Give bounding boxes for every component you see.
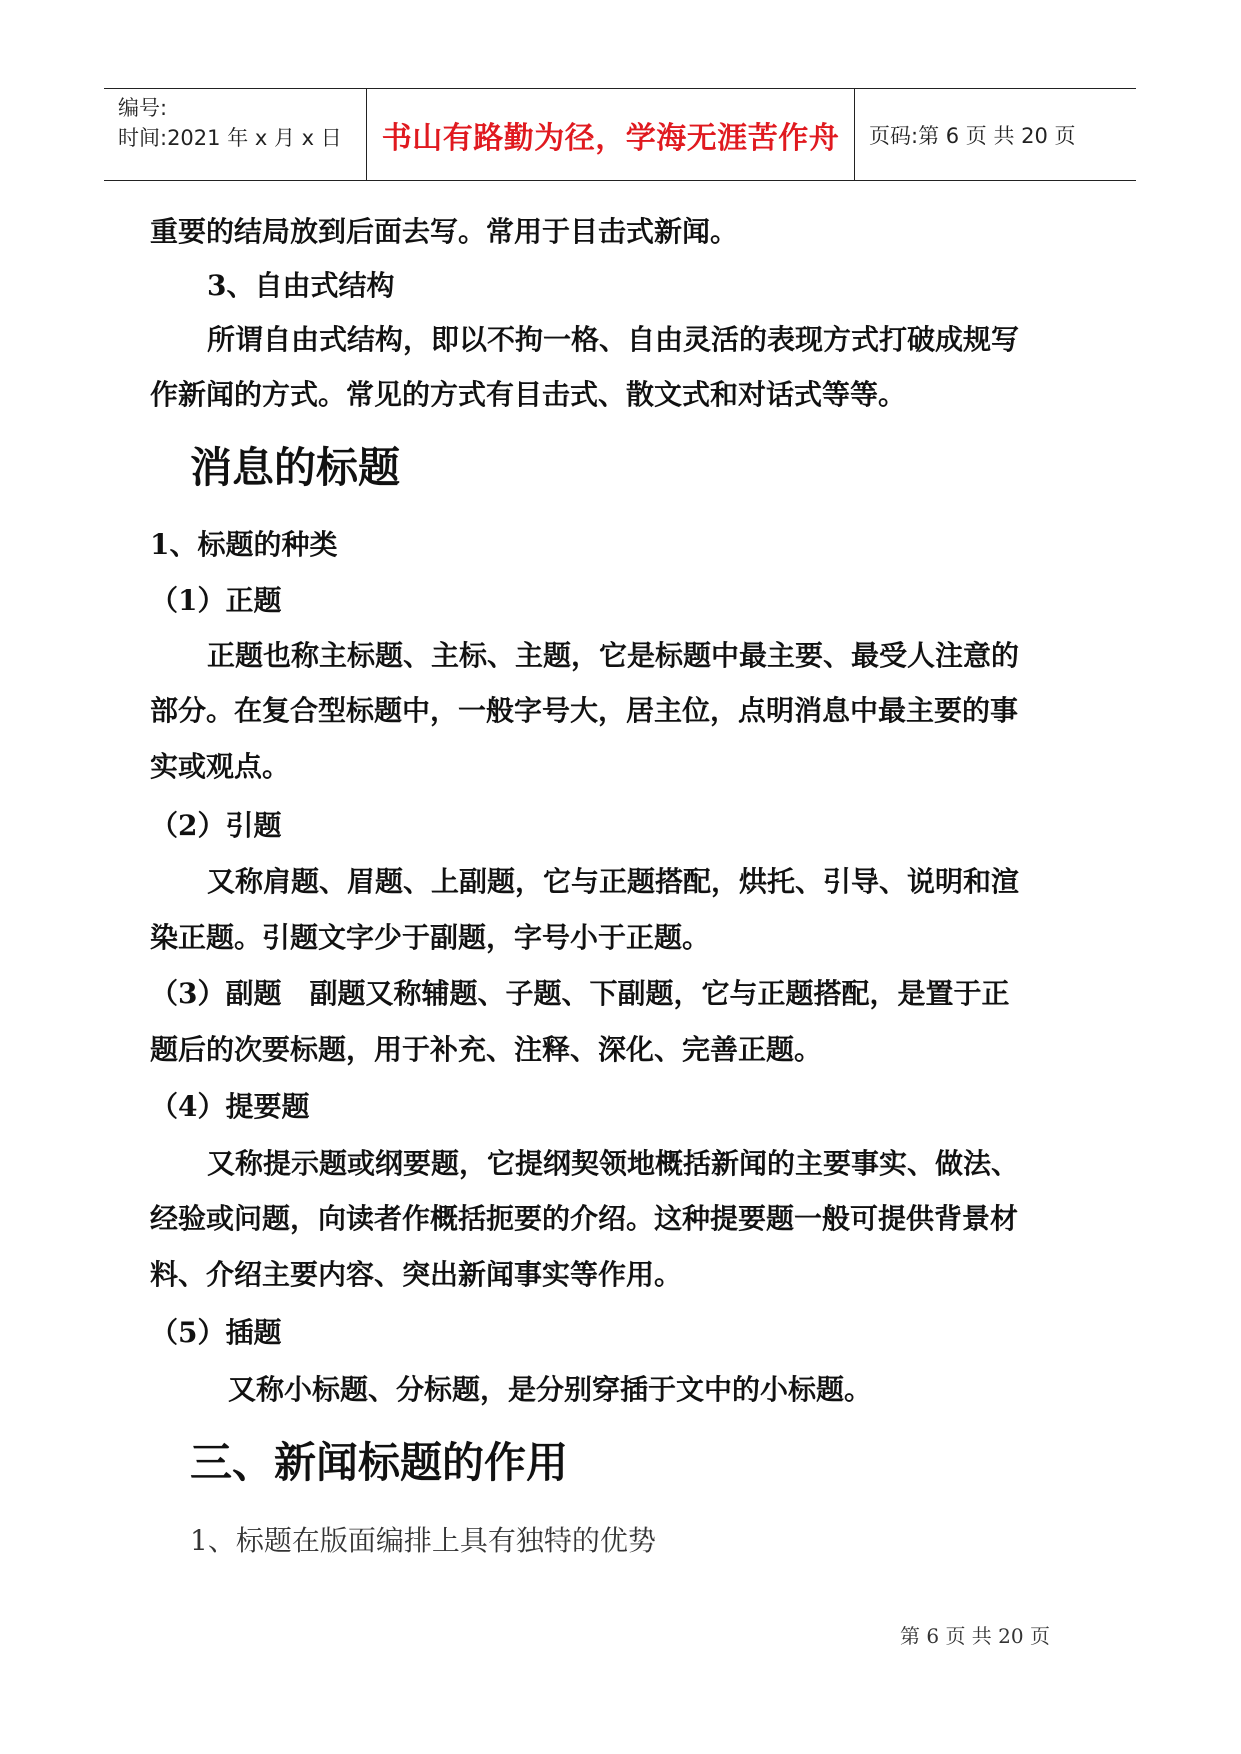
body-line: 经验或问题，向读者作概括扼要的介绍。这种提要题一般可提供背景材 [150,1202,1019,1235]
body-line: （3）副题 副题又称辅题、子题、下副题，它与正题搭配，是置于正 [150,977,1010,1010]
body-line: 重要的结局放到后面去写。常用于目击式新闻。 [150,215,739,248]
body-line: 所谓自由式结构，即以不拘一格、自由灵活的表现方式打破成规写 [207,323,1020,356]
body-line: 染正题。引题文字少于副题，字号小于正题。 [150,921,711,954]
body-line: 料、介绍主要内容、突出新闻事实等作用。 [150,1258,683,1291]
section-heading: 3、自由式结构 [207,269,395,302]
header-time-label: 时间:2021 年 x 月 x 日 [118,126,342,150]
body-line: 又称小标题、分标题，是分别穿插于文中的小标题。 [228,1373,873,1406]
body-line: 题后的次要标题，用于补充、注释、深化、完善正题。 [150,1033,823,1066]
header-motto: 书山有路勤为径，学海无涯苦作舟 [367,89,855,180]
header-number-label: 编号: [118,96,168,120]
page-footer: 第 6 页 共 20 页 [900,1624,1050,1648]
section-heading: 1、标题的种类 [150,528,338,561]
body-line: 作新闻的方式。常见的方式有目击式、散文式和对话式等等。 [150,378,907,411]
body-line: 又称提示题或纲要题，它提纲契领地概括新闻的主要事实、做法、 [207,1147,1020,1180]
page-header [104,88,1136,181]
section-heading: 1、标题在版面编排上具有独特的优势 [190,1524,656,1557]
header-page-label: 页码:第 6 页 共 20 页 [869,123,1076,148]
chapter-heading: 消息的标题 [190,443,401,492]
chapter-heading: 三、新闻标题的作用 [190,1438,569,1487]
subsection-heading: （1）正题 [150,584,282,617]
header-meta [104,89,367,180]
body-line: 部分。在复合型标题中，一般字号大，居主位，点明消息中最主要的事 [150,694,1019,727]
subsection-heading: （4）提要题 [150,1090,310,1123]
body-line: 实或观点。 [150,750,291,783]
body-line: 又称肩题、眉题、上副题，它与正题搭配，烘托、引导、说明和渲 [207,865,1020,898]
body-line: 正题也称主标题、主标、主题，它是标题中最主要、最受人注意的 [207,639,1020,672]
subsection-heading: （5）插题 [150,1316,282,1349]
subsection-heading: （2）引题 [150,809,282,842]
